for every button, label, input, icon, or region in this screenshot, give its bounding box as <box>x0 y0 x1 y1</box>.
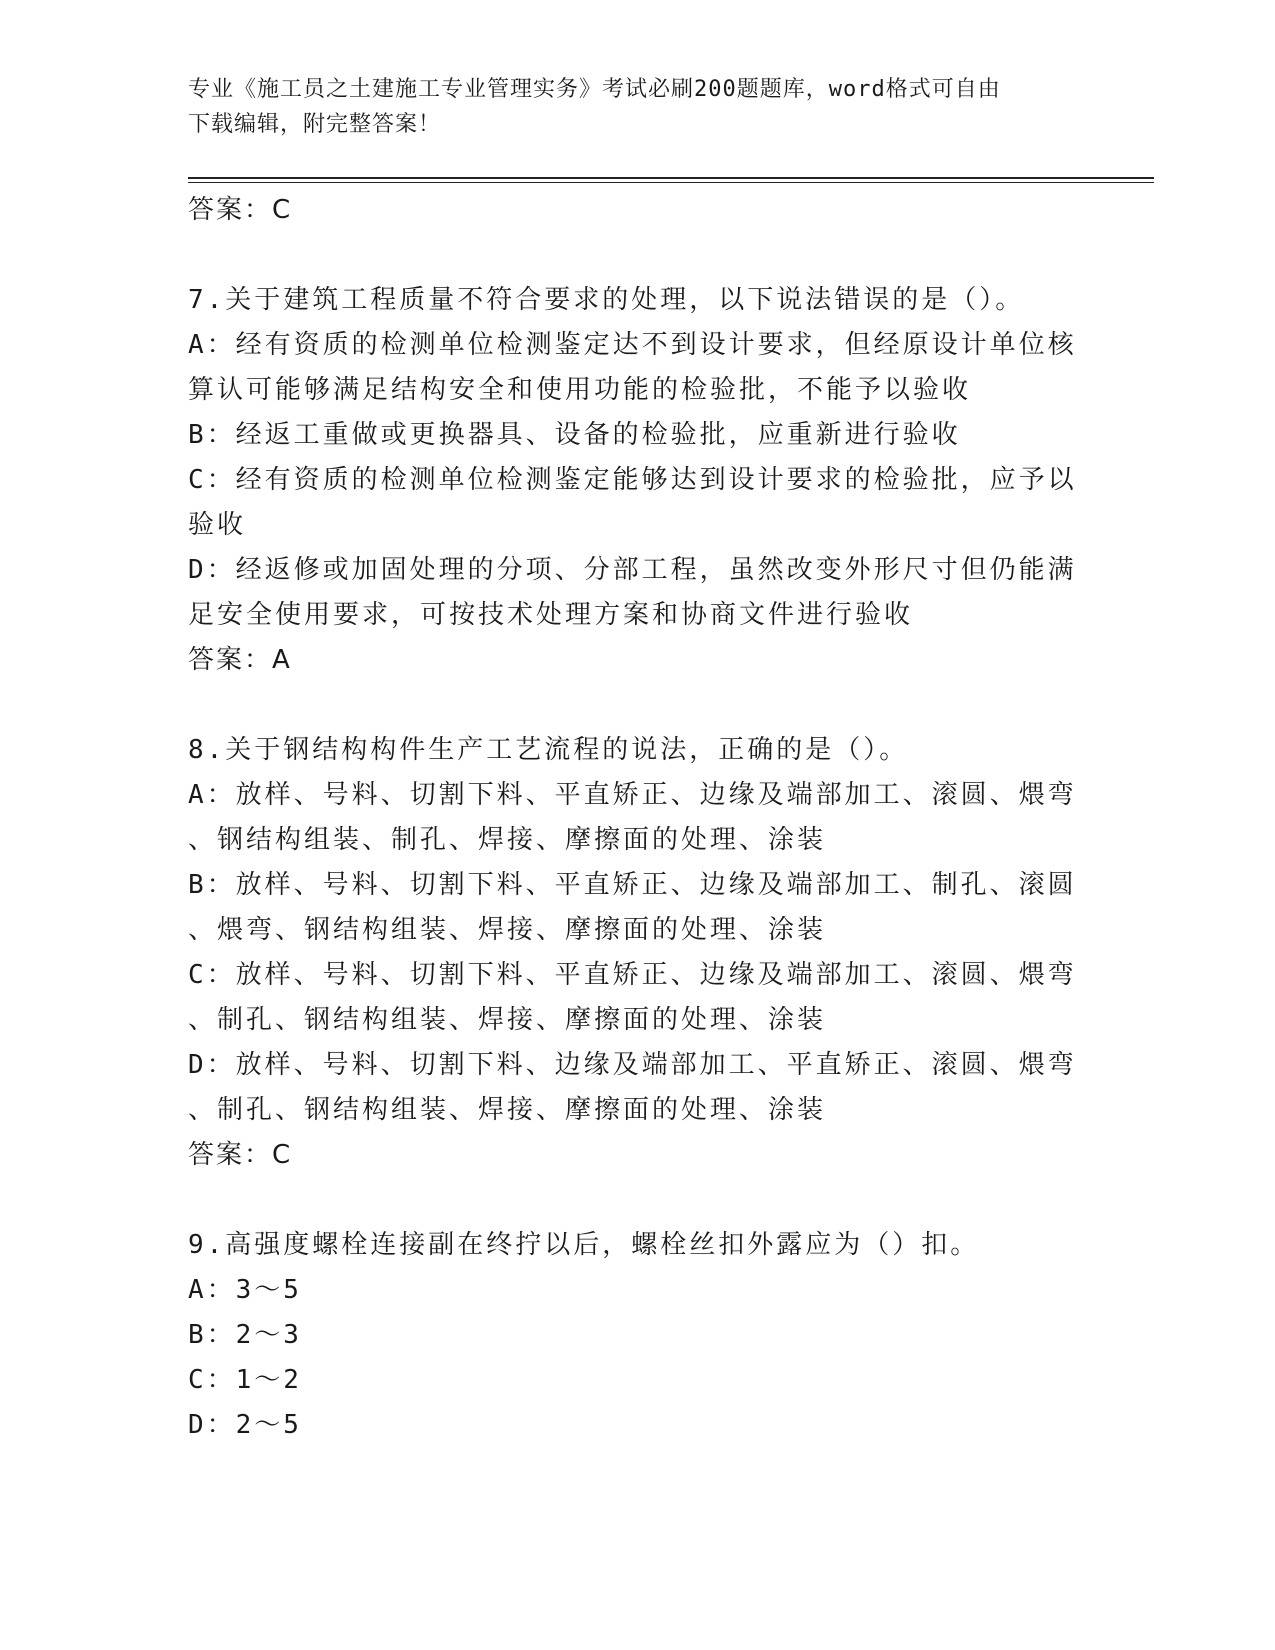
header-rule-thick <box>188 177 1154 179</box>
q9-option-b: B：2～3 <box>188 1320 302 1350</box>
q8-option-c-line-2: 、制孔、钢结构组装、焊接、摩擦面的处理、涂装 <box>188 1005 827 1035</box>
q9-stem: 9.高强度螺栓连接副在终拧以后，螺栓丝扣外露应为（）扣。 <box>188 1230 980 1260</box>
q7-option-b: B：经返工重做或更换器具、设备的检验批，应重新进行验收 <box>188 420 961 450</box>
q8-option-a-line-2: 、钢结构组装、制孔、焊接、摩擦面的处理、涂装 <box>188 825 827 855</box>
q7-option-c-line-1: C：经有资质的检测单位检测鉴定能够达到设计要求的检验批，应予以 <box>188 465 1077 495</box>
q8-stem: 8.关于钢结构构件生产工艺流程的说法，正确的是（）。 <box>188 735 909 765</box>
q8-option-d-line-1: D：放样、号料、切割下料、边缘及端部加工、平直矫正、滚圆、煨弯 <box>188 1050 1077 1080</box>
page-header <box>188 72 1068 142</box>
spacer <box>188 1178 1088 1223</box>
q8-option-b-line-2: 、煨弯、钢结构组装、焊接、摩擦面的处理、涂装 <box>188 915 827 945</box>
question-content <box>188 188 1088 1448</box>
q8-option-b-line-1: B：放样、号料、切割下料、平直矫正、边缘及端部加工、制孔、滚圆 <box>188 870 1077 900</box>
header-line-1: 专业《施工员之土建施工专业管理实务》考试必刷200题题库，word格式可自由 <box>188 77 1001 102</box>
spacer <box>188 683 1088 728</box>
header-line-2: 下载编辑，附完整答案！ <box>188 112 442 137</box>
q8-option-c-line-1: C：放样、号料、切割下料、平直矫正、边缘及端部加工、滚圆、煨弯 <box>188 960 1077 990</box>
q7-option-d-line-1: D：经返修或加固处理的分项、分部工程，虽然改变外形尺寸但仍能满 <box>188 555 1077 585</box>
previous-answer: 答案：C <box>188 195 293 225</box>
header-rule-thin <box>188 182 1154 183</box>
q9-option-c: C：1～2 <box>188 1365 302 1395</box>
q8-option-a-line-1: A：放样、号料、切割下料、平直矫正、边缘及端部加工、滚圆、煨弯 <box>188 780 1077 810</box>
q7-option-a-line-1: A：经有资质的检测单位检测鉴定达不到设计要求，但经原设计单位核 <box>188 330 1077 360</box>
q8-option-d-line-2: 、制孔、钢结构组装、焊接、摩擦面的处理、涂装 <box>188 1095 827 1125</box>
q8-answer: 答案：C <box>188 1140 293 1170</box>
q9-option-d: D：2～5 <box>188 1410 302 1440</box>
q7-option-c-line-2: 验收 <box>188 510 247 540</box>
q7-option-a-line-2: 算认可能够满足结构安全和使用功能的检验批，不能予以验收 <box>188 375 972 405</box>
spacer <box>188 233 1088 278</box>
q7-option-d-line-2: 足安全使用要求，可按技术处理方案和协商文件进行验收 <box>188 600 914 630</box>
q7-answer: 答案：A <box>188 645 292 675</box>
q9-option-a: A：3～5 <box>188 1275 302 1305</box>
q7-stem: 7.关于建筑工程质量不符合要求的处理，以下说法错误的是（）。 <box>188 285 1025 315</box>
